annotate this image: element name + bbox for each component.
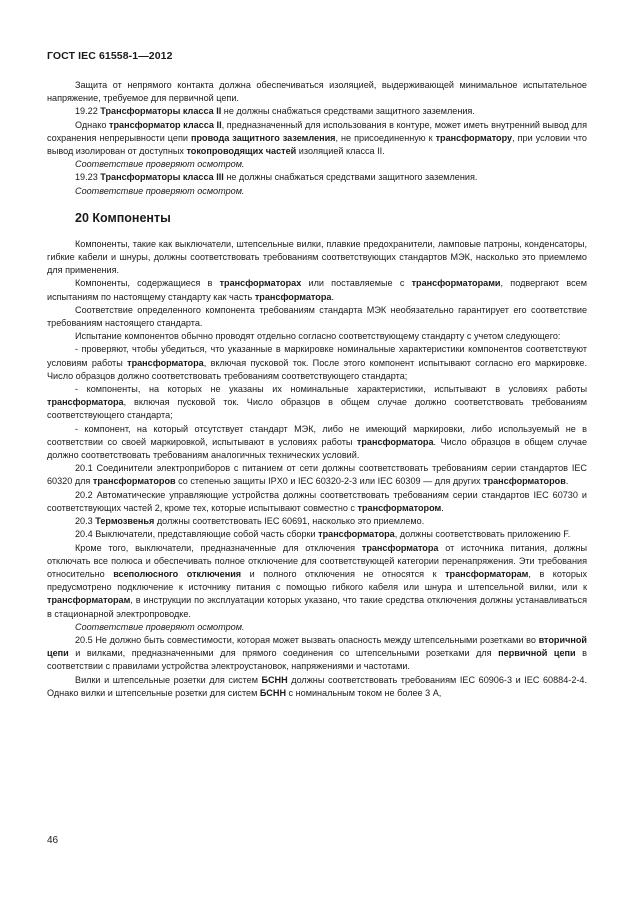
paragraph: [47, 515, 587, 528]
bold-term: трансформатора: [356, 436, 434, 447]
paragraph: [47, 171, 587, 184]
document-header: ГОСТ IEC 61558-1—2012: [47, 50, 173, 62]
page-number: 46: [47, 835, 59, 846]
text-segment: Вилки и штепсельные розетки для систем: [75, 674, 262, 685]
text-segment: 19.22: [75, 106, 101, 117]
bold-term: Термозвенья: [95, 516, 155, 527]
bold-term: провода защитного заземления: [190, 132, 336, 143]
text-segment: Защита от непрямого контакта должна обеспечиваться изоляцией, выдерживающей минимальное испытательное напряжение, требуемое для первичной цепи.: [47, 80, 587, 104]
paragraph: [47, 119, 587, 159]
bold-term: трансформатору: [435, 132, 513, 143]
italic-text: Соответствие проверяют осмотром.: [75, 185, 245, 196]
text-segment: - компонент, на который отсутствует стандарт МЭК, либо не имеющий маркировки, либо используемый не в соответствии со своей маркировкой, испытывают в условиях работы: [47, 423, 587, 447]
paragraph: [47, 621, 587, 634]
text-segment: со степенью защиты IPX0 и IEC 60320-2-3 или IEC 60309 — для других: [175, 476, 484, 487]
section-heading: 20 Компоненты: [75, 210, 171, 225]
text-segment: должны соответствовать требованиям IEC 60906-3 и IEC 60884-2-4. Однако вилки и штепсельные розетки для систем: [47, 674, 587, 698]
text-segment: , при условии что вывод изолирован от доступных: [47, 132, 587, 157]
text-segment: 20.4 Выключатели, представляющие собой часть сборки: [75, 529, 319, 540]
bold-term: трансформаторами: [411, 278, 501, 289]
text-segment: Компоненты, такие как выключатели, штепсельные вилки, плавкие предохранители, ламповые патроны, конденсаторы, гибкие кабели и шнуры, должны соответствовать требованиям соответствующих стандартов МЭК, насколько это приемлемо для применения.: [47, 238, 587, 276]
bold-term: всеполюсного отключения: [113, 568, 242, 579]
bold-term: трансформатора: [127, 357, 204, 368]
paragraph: [47, 185, 587, 198]
bold-term: трансформаторам: [47, 595, 131, 606]
text-segment: , не присоединенную к: [335, 132, 436, 143]
paragraph: [47, 158, 587, 171]
italic-text: Соответствие проверяют осмотром.: [75, 621, 245, 632]
paragraph: [47, 462, 587, 488]
paragraph: [47, 79, 587, 105]
paragraph: [47, 105, 587, 118]
text-segment: , включая пусковой ток. Число образцов в общем случае должно соответствовать требованиям соответствующего стандарта;: [47, 397, 587, 421]
bold-term: токопроводящих частей: [186, 146, 297, 157]
text-segment: Компоненты, содержащиеся в: [75, 278, 220, 289]
paragraph: [47, 542, 587, 621]
text-segment: Соответствие определенного компонента требованиям стандарта МЭК необязательно гарантирует его соответствие требованиям настоящего стандарта.: [47, 304, 587, 329]
text-segment: 19.23: [75, 172, 101, 183]
paragraph: [47, 423, 587, 463]
bold-term: трансформатора: [47, 397, 124, 408]
text-segment: , в инструкции по эксплуатации которых указано, что такие средства отключения должны устанавливаться в стационарной электропроводке.: [47, 595, 587, 619]
text-segment: и вилками, предназначенными для прямого соединения со штепсельными розетками для: [68, 648, 499, 659]
text-segment: в соответствии с правилами устройства электроустановок, напряжениями и частотами.: [47, 648, 587, 672]
text-segment: изоляцией класса II.: [296, 146, 385, 157]
bold-term: трансформатора: [254, 291, 332, 302]
bold-term: трансформатора: [318, 529, 395, 540]
text-segment: - проверяют, чтобы убедиться, что указанные в маркировке номинальные характеристики компонентов соответствуют условиям работы: [47, 344, 587, 368]
text-segment: 20.3: [75, 516, 96, 527]
paragraph: [47, 277, 587, 303]
text-segment: , в которых предусмотрено подключение к источнику питания с помощью гибкого кабеля или шнура и штепсельной вилки, или к: [47, 568, 587, 593]
text-segment: .: [565, 476, 569, 487]
text-segment: 20.5 Не должно быть совместимости, которая может вызвать опасность между штепсельными розетками во: [75, 634, 539, 645]
text-segment: или поставляемые с: [301, 278, 412, 289]
text-segment: Кроме того, выключатели, предназначенные для отключения: [75, 542, 362, 553]
text-segment: .: [331, 291, 334, 302]
bold-term: трансформаторов: [483, 476, 566, 487]
paragraph: [47, 343, 587, 383]
paragraph: [47, 238, 587, 278]
text-segment: , подвергают всем испытаниям по настоящему стандарту как часть: [47, 278, 587, 302]
text-segment: не должны снабжаться средствами защитного заземления.: [221, 106, 475, 117]
text-segment: с номинальным током не более 3 А,: [286, 687, 442, 698]
paragraph: [47, 634, 587, 674]
bold-term: трансформаторах: [219, 278, 302, 289]
paragraph: [47, 304, 587, 330]
document-body: [47, 79, 587, 700]
paragraph: [47, 330, 587, 343]
text-segment: и полного отключения не относятся к: [241, 568, 446, 579]
bold-term: вторичной цепи: [47, 634, 587, 659]
bold-term: трансформаторам: [445, 568, 529, 579]
text-segment: 20.1 Соединители электроприборов с питанием от сети должны соответствовать требованиям серии стандартов IEC 60320 для: [47, 463, 587, 487]
text-segment: не должны снабжаться средствами защитного заземления.: [223, 172, 478, 183]
paragraph: [47, 489, 587, 515]
text-segment: от источника питания, должны отключать все полюса и обеспечивать полное отключение для соответствующей категории перенапряжения. Эти требования относительно: [47, 542, 587, 579]
paragraph: [47, 674, 587, 700]
bold-term: трансформатора: [361, 542, 439, 553]
bold-term: трансформатор класса II: [109, 119, 222, 130]
text-segment: 20.2 Автоматические управляющие устройства должны соответствовать требованиям серии стандартов IEC 60730 и соответствующих частей 2, кроме тех, которые испытывают совместно с: [47, 489, 587, 513]
text-segment: должны соответствовать IEC 60691, насколько это приемлемо.: [154, 516, 425, 527]
text-segment: Однако: [75, 119, 110, 130]
text-segment: , должны соответствовать приложению F.: [394, 529, 571, 540]
text-segment: , включая пусковой ток. После этого компонент испытывают согласно его маркировке. Число образцов должно соответствовать требованиям соответствующего стандарта;: [47, 357, 588, 381]
bold-term: трансформатором: [357, 502, 442, 513]
bold-term: БСНН: [261, 674, 288, 685]
bold-term: БСНН: [259, 687, 287, 698]
text-segment: - компоненты, на которых не указаны их номинальные характеристики, испытывают в условиях работы: [75, 384, 587, 395]
text-segment: . Число образцов в общем случае должно соответствовать требованиям аналогичных технических условий.: [47, 436, 587, 461]
bold-term: первичной цепи: [498, 648, 576, 659]
text-segment: .: [441, 502, 444, 513]
bold-term: Трансформаторы класса III: [100, 172, 224, 183]
paragraph: [47, 528, 587, 541]
paragraph: [47, 383, 587, 423]
text-segment: Испытание компонентов обычно проводят отдельно согласно соответствующему стандарту с учетом следующего:: [75, 331, 561, 342]
bold-term: трансформаторов: [92, 476, 176, 487]
italic-text: Соответствие проверяют осмотром.: [75, 159, 245, 170]
text-segment: , предназначенный для использования в контуре, может иметь внутренний вывод для сохранения непрерывности цепи: [47, 119, 588, 143]
bold-term: Трансформаторы класса II: [100, 106, 222, 117]
